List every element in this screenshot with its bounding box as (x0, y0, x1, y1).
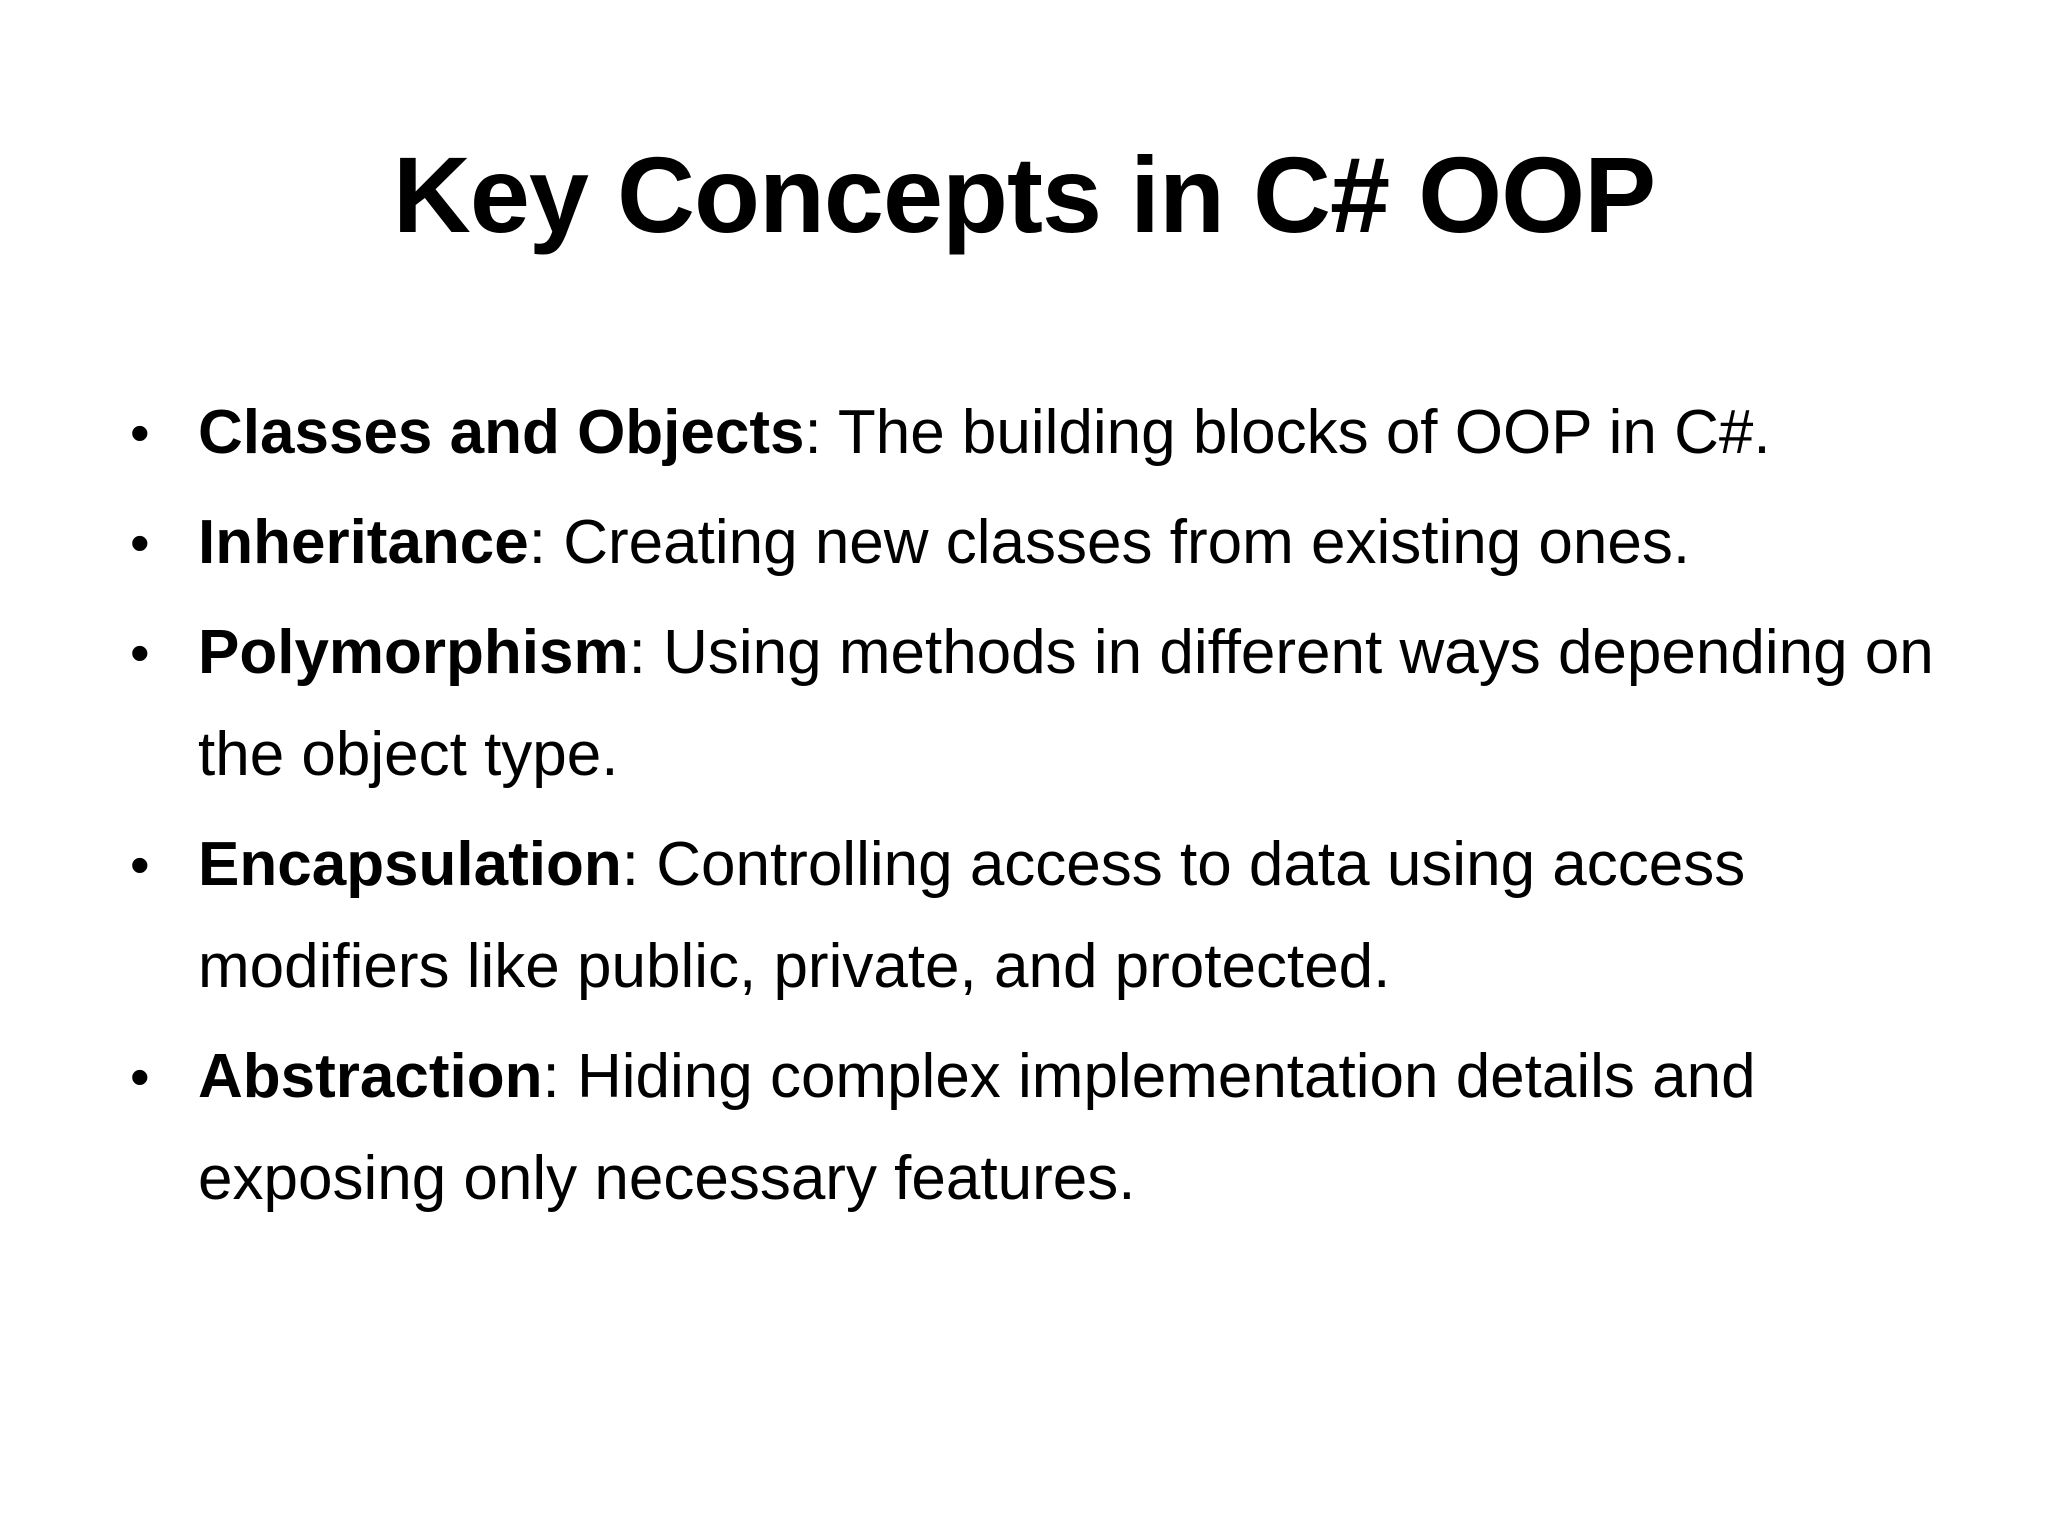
list-item (130, 814, 1970, 1018)
bullet-term: Inheritance (198, 508, 529, 577)
bullet-separator: : (621, 830, 639, 899)
bullet-list (130, 382, 1970, 1238)
bullet-text: Controlling access to data using access modifiers like public, private, and protected. (198, 830, 1746, 1001)
bullet-text: Hiding complex implementation details and exposing only necessary features. (198, 1042, 1756, 1213)
bullet-text: Using methods in different ways depending on the object type. (198, 618, 1934, 789)
bullet-separator: : (804, 398, 822, 467)
bullet-icon: • (130, 1045, 150, 1108)
bullet-term: Classes and Objects (198, 398, 805, 467)
bullet-term: Polymorphism (198, 618, 629, 687)
list-item (130, 382, 1970, 484)
bullet-term: Abstraction (198, 1042, 543, 1111)
bullet-icon: • (130, 401, 150, 464)
bullet-icon: • (130, 833, 150, 896)
bullet-separator: : (628, 618, 646, 687)
bullet-icon: • (130, 511, 150, 574)
list-item (130, 602, 1970, 806)
list-item (130, 1026, 1970, 1230)
list-item (130, 492, 1970, 594)
bullet-text: The building blocks of OOP in C#. (821, 398, 1771, 467)
bullet-term: Encapsulation (198, 830, 622, 899)
bullet-separator: : (542, 1042, 560, 1111)
bullet-text: Creating new classes from existing ones. (546, 508, 1691, 577)
bullet-icon: • (130, 621, 150, 684)
bullet-separator: : (528, 508, 547, 577)
slide-title: Key Concepts in C# OOP (392, 134, 1656, 255)
